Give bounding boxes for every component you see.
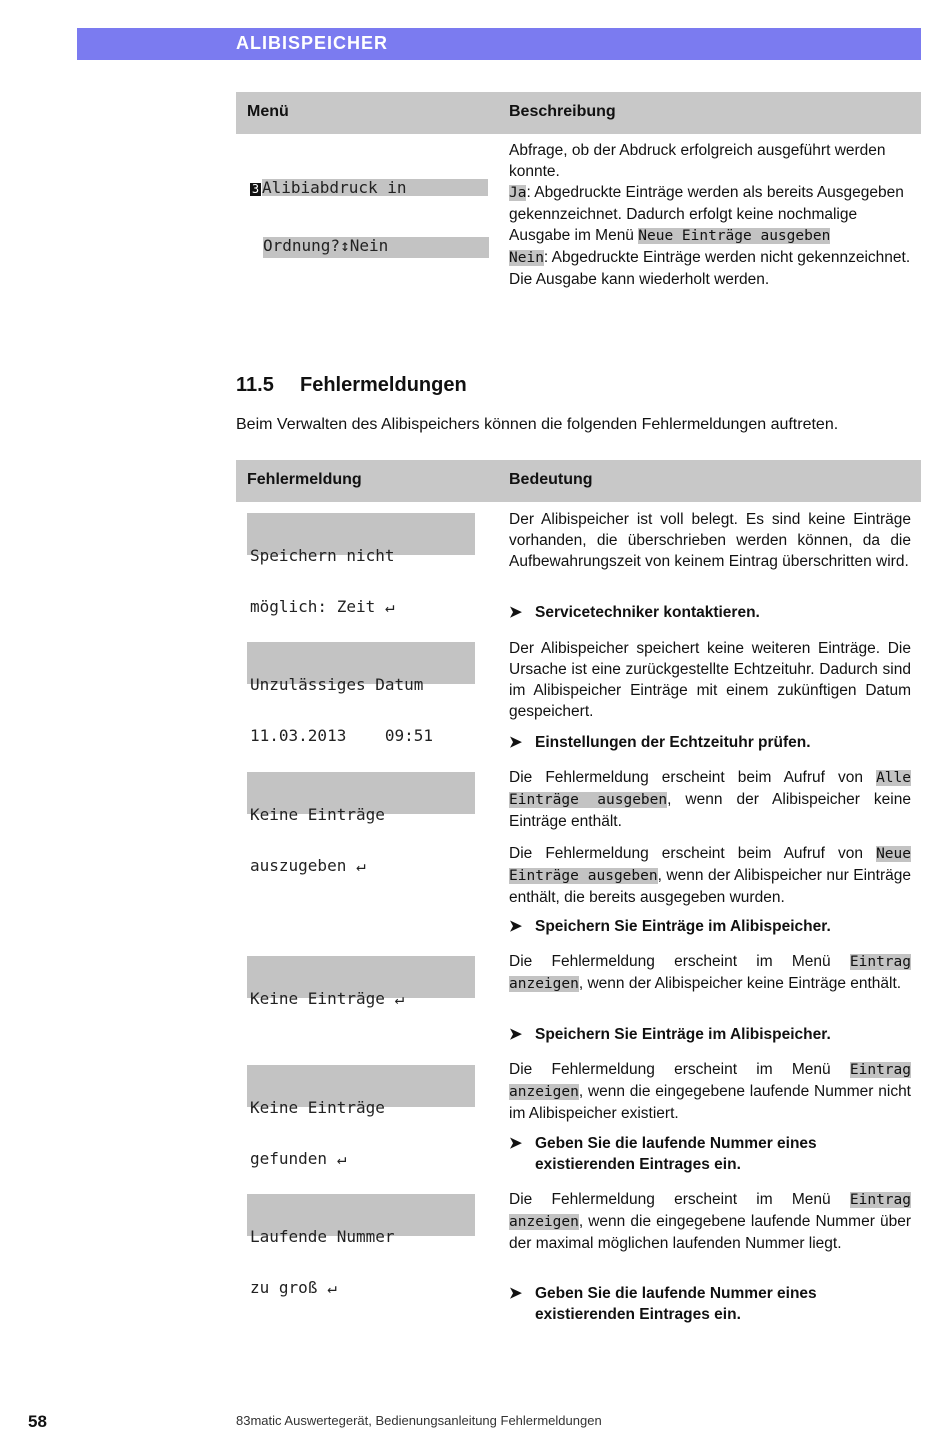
lcd-line-1: Keine Einträge ↵ (250, 989, 405, 1008)
column-header-menu: Menü (247, 103, 289, 120)
lcd-line-2: Ordnung?↕Nein (263, 237, 489, 258)
error-lcd-display (247, 1194, 475, 1297)
chapter-title: ALIBISPEICHER (236, 33, 389, 53)
section-number: 11.5 (236, 374, 274, 396)
lcd-line-2: 11.03.2013 09:51 (250, 726, 434, 745)
error-description: Die Fehlermeldung erscheint beim Aufruf von Alle Einträge ausgeben, wenn der Alibispeicher keine Einträge enthält. (509, 769, 911, 830)
description-ja: Ja: Abgedruckte Einträge werden als bereits Ausgegeben gekennzeichnet. Dadurch erfolgt keine nochmalige Ausgabe im Menü Neue Einträge ausgeben (509, 184, 904, 244)
column-header-meaning: Bedeutung (509, 471, 593, 488)
action-instruction: ➤ Geben Sie die laufende Nummer eines existierenden Eintrages ein. (509, 1135, 817, 1173)
action-instruction: ➤ Speichern Sie Einträge im Alibispeicher. (509, 1026, 831, 1043)
error-description: Die Fehlermeldung erscheint im Menü Eintrag anzeigen, wenn die eingegebene laufende Nummer über der maximal möglichen laufenden Nummer liegt. (509, 1191, 911, 1252)
column-header-description: Beschreibung (509, 103, 616, 120)
column-header-error: Fehlermeldung (247, 471, 362, 488)
lcd-line-2: zu groß ↵ (250, 1278, 337, 1297)
menu-reference: Eintrag anzeigen (509, 954, 911, 992)
lcd-line-1: Speichern nicht (250, 546, 395, 565)
error-lcd-display (247, 772, 475, 875)
lcd-line-1: Keine Einträge (250, 805, 385, 824)
menu-reference: Alle Einträge ausgeben (509, 770, 911, 808)
error-description: Die Fehlermeldung erscheint im Menü Eintrag anzeigen, wenn der Alibispeicher keine Einträge enthält. (509, 953, 911, 992)
action-instruction: ➤ Servicetechniker kontaktieren. (509, 604, 760, 621)
arrow-icon: ➤ (509, 918, 522, 935)
menu-reference: Neue Einträge ausgeben (509, 846, 911, 884)
error-lcd-display (247, 956, 475, 1008)
section-heading (236, 374, 467, 397)
error-description: Die Fehlermeldung erscheint im Menü Eintrag anzeigen, wenn die eingegebene laufende Nummer nicht im Alibispeicher existiert. (509, 1061, 911, 1122)
lcd-line-2: möglich: Zeit ↵ (250, 597, 395, 616)
chapter-banner (77, 28, 921, 60)
menu-step-badge: 3 (251, 182, 260, 196)
error-lcd-display (247, 513, 475, 616)
menu-description (509, 140, 911, 290)
lcd-line-1: Unzulässiges Datum (250, 675, 424, 694)
page-number: 58 (28, 1412, 47, 1431)
error-lcd-display (247, 642, 475, 745)
menu-reference: Eintrag anzeigen (509, 1192, 911, 1230)
arrow-icon: ➤ (509, 1026, 522, 1043)
action-instruction: ➤ Speichern Sie Einträge im Alibispeicher. (509, 918, 831, 935)
arrow-icon: ➤ (509, 734, 522, 751)
menu-reference: Neue Einträge ausgeben (638, 228, 831, 244)
lcd-line-1: Laufende Nummer (250, 1227, 395, 1246)
section-intro: Beim Verwalten des Alibispeichers können die folgenden Fehlermeldungen auftreten. (236, 416, 839, 433)
option-nein: Nein (509, 250, 544, 266)
section-title: Fehlermeldungen (300, 374, 467, 396)
error-table-header (236, 460, 921, 502)
action-instruction: ➤ Geben Sie die laufende Nummer eines existierenden Eintrages ein. (509, 1285, 817, 1323)
error-description: Die Fehlermeldung erscheint beim Aufruf von Neue Einträge ausgeben, wenn der Alibispeicher nur Einträge enthält, die bereits ausgegeben wurden. (509, 845, 912, 906)
action-instruction: ➤ Einstellungen der Echtzeituhr prüfen. (509, 734, 811, 751)
lcd-line-1: Keine Einträge (250, 1098, 385, 1117)
menu-table-header (236, 92, 921, 134)
error-lcd-display (247, 1065, 475, 1168)
lcd-line-2: auszugeben ↵ (250, 856, 366, 875)
menu-reference: Eintrag anzeigen (509, 1062, 911, 1100)
arrow-icon: ➤ (509, 604, 522, 621)
footer-text: 83matic Auswertegerät, Bedienungsanleitung Fehlermeldungen (236, 1413, 602, 1428)
description-nein: Nein: Abgedruckte Einträge werden nicht gekennzeichnet. Die Ausgabe kann wiederholt werden. (509, 249, 911, 288)
description-intro: Abfrage, ob der Abdruck erfolgreich ausgeführt werden konnte. (509, 142, 886, 180)
error-description: Der Alibispeicher speichert keine weiteren Einträge. Die Ursache ist eine zurückgestellte Echtzeituhr. Dadurch sind im Alibispeicher Einträge mit einem zukünftigen Datum gespeichert. (509, 640, 911, 720)
option-ja: Ja (509, 185, 527, 201)
lcd-line-1: Alibiabdruck in (262, 179, 488, 196)
error-description: Der Alibispeicher ist voll belegt. Es sind keine Einträge vorhanden, die überschrieben werden können, da die Aufbewahrungszeit von keinem Eintrag überschritten wird. (509, 511, 911, 570)
menu-lcd-display (250, 145, 491, 255)
lcd-line-2: gefunden ↵ (250, 1149, 347, 1168)
arrow-icon: ➤ (509, 1135, 522, 1152)
arrow-icon: ➤ (509, 1285, 522, 1302)
